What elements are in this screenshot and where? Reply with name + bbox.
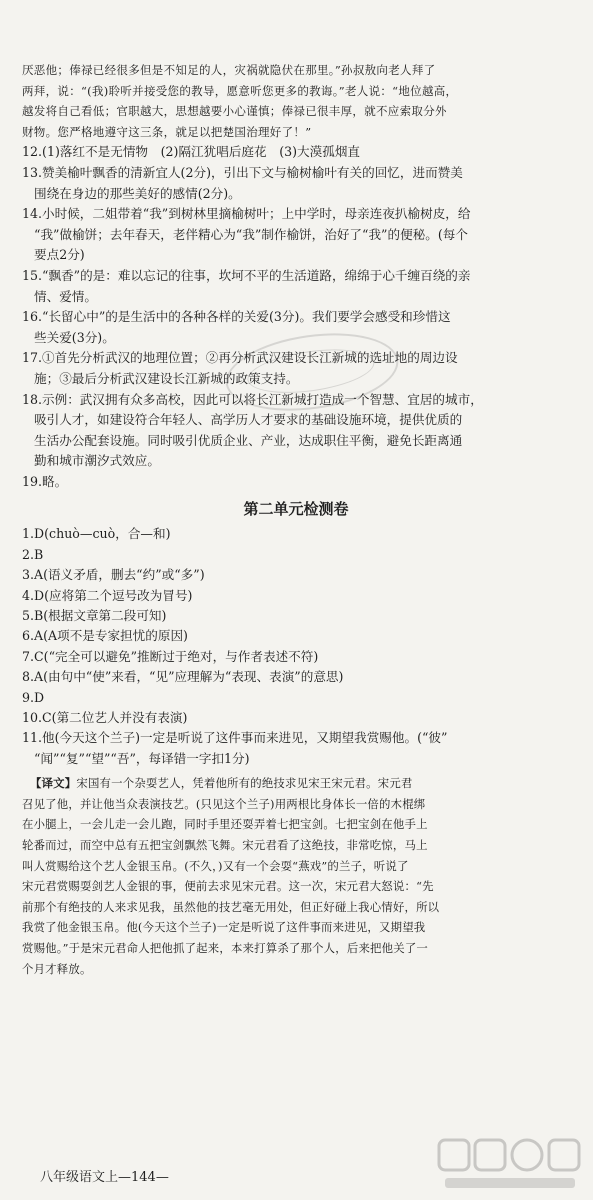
answer-line: 15.“飘香”的是：难以忘记的往事，坎坷不平的生活道路，绵绵于心千缠百绕的亲 [22, 267, 471, 283]
answer-line: 6.A(A项不是专家担忧的原因) [22, 628, 188, 644]
text-line: 轮番而过，而空中总有五把宝剑飘然飞舞。宋元君看了这绝技，非常吃惊，马上 [22, 837, 428, 852]
answer-line: 勤和城市潮汐式效应。 [34, 453, 160, 469]
text-line: 我赏了他金银玉帛。他(今天这个兰子)一定是听说了这件事而来进见，又期望我 [22, 920, 426, 935]
page-footer: 八年级语文上—144— [40, 1170, 169, 1185]
answer-line: 3.A(语义矛盾，删去“约”或“多”) [22, 567, 205, 583]
answer-line: 12.(1)落红不是无情物 (2)隔江犹唱后庭花 (3)大漠孤烟直 [22, 144, 361, 160]
unit2-answers [22, 524, 570, 769]
text-line: 财物。您严格地遵守这三条，就足以把楚国治理好了！” [22, 124, 312, 139]
text-line: 召见了他，并让他当众表演技艺。(只见这个兰子)用两根比身体长一倍的木棍绑 [22, 796, 426, 811]
translation-block [22, 773, 570, 979]
answer-line: 19.略。 [22, 473, 68, 489]
answer-line: 9.D [22, 689, 45, 705]
answer-line: 7.C(“完全可以避免”推断过于绝对，与作者表述不符) [22, 648, 319, 664]
answer-line: 生活办公配套设施。同时吸引优质企业、产业，达成职住平衡，避免长距离通 [34, 432, 463, 448]
answer-line: “闻”“复”“望”“吾”，每译错一字扣1分) [34, 750, 250, 766]
answer-line: 13.赞美榆叶飘香的清新宜人(2分)，引出下文与榆树榆叶有关的回忆，进而赞美 [22, 164, 463, 180]
answer-line: 17.①首先分析武汉的地理位置；②再分析武汉建设长江新城的选址地的周边设 [22, 350, 458, 366]
text-line: 厌恶他；俸禄已经很多但是不知足的人，灾祸就隐伏在那里。”孙叔敖向老人拜了 [22, 63, 436, 77]
text-line: 赏赐他。”于是宋元君命人把他抓了起来，本来打算杀了那个人，后来把他关了一 [22, 940, 428, 955]
answer-line: 16.“长留心中”的是生活中的各种各样的关爱(3分)。我们要学会感受和珍惜这 [22, 309, 451, 325]
translation-text: 宋国有一个杂耍艺人，凭着他所有的绝技求见宋王宋元君。宋元君 [76, 776, 413, 791]
answer-line: 要点2分) [34, 247, 85, 263]
unit1-answers [22, 142, 570, 492]
answer-line: 情、爱情。 [34, 288, 97, 304]
translation-continuation [22, 60, 570, 142]
text-line: 叫人赏赐给这个艺人金银玉帛。(不久，)又有一个会耍“燕戏”的兰子，听说了 [22, 858, 409, 873]
text-line: 个月才释放。 [22, 961, 92, 976]
answer-line: 14.小时候，二姐带着“我”到树林里摘榆树叶；上中学时，母亲连夜扒榆树皮，给 [22, 206, 471, 222]
answer-line: 1.D(chuò—cuò，合—和) [22, 526, 171, 542]
answer-line: “我”做榆饼；去年春天，老伴精心为“我”制作榆饼，治好了“我”的便秘。(每个 [34, 226, 468, 242]
text-line: 两拜，说：“(我)聆听并接受您的教导，愿意听您更多的教诲。”老人说：“地位越高， [22, 83, 458, 98]
answer-line: 2.B [22, 546, 44, 562]
answer-line: 18.示例：武汉拥有众多高校，因此可以将长江新城打造成一个智慧、宜居的城市， [22, 391, 483, 407]
answer-line: 5.B(根据文章第二段可知) [22, 608, 167, 624]
text-line [22, 773, 570, 794]
text-line: 在小腿上，一会儿走一会儿跑，同时手里还耍弄着七把宝剑。七把宝剑在他手上 [22, 817, 428, 832]
answer-line: 8.A(由句中“使”来看，“见”应理解为“表现、表演”的意思) [22, 669, 344, 685]
page-content [22, 60, 570, 979]
answer-line: 10.C(第二位艺人并没有表演) [22, 709, 188, 725]
text-line: 越发将自己看低；官职越大，思想越要小心谨慎；俸禄已很丰厚，就不应索取分外 [22, 104, 447, 119]
answer-line: 4.D(应将第二个逗号改为冒号) [22, 587, 193, 603]
answer-line: 些关爱(3分)。 [34, 329, 115, 345]
answer-line: 施；③最后分析武汉建设长江新城的政策支持。 [34, 370, 299, 386]
watermark-logo-icon [435, 1134, 585, 1194]
answer-line: 围绕在身边的那些美好的感情(2分)。 [34, 185, 241, 201]
answer-line: 吸引人才，如建设符合年轻人、高学历人才要求的基础设施环境，提供优质的 [34, 412, 463, 428]
translation-label: 【译文】 [30, 776, 77, 791]
section-title: 第二单元检测卷 [243, 500, 349, 519]
answer-line: 11.他(今天这个兰子)一定是听说了这件事而来进见，又期望我赏赐他。(“彼” [22, 730, 448, 746]
text-line: 宋元君赏赐耍剑艺人金银的事，便前去求见宋元君。这一次，宋元君大怒说：“先 [22, 879, 434, 894]
text-line: 前那个有绝技的人来求见我，虽然他的技艺毫无用处，但正好碰上我心情好，所以 [22, 899, 440, 914]
